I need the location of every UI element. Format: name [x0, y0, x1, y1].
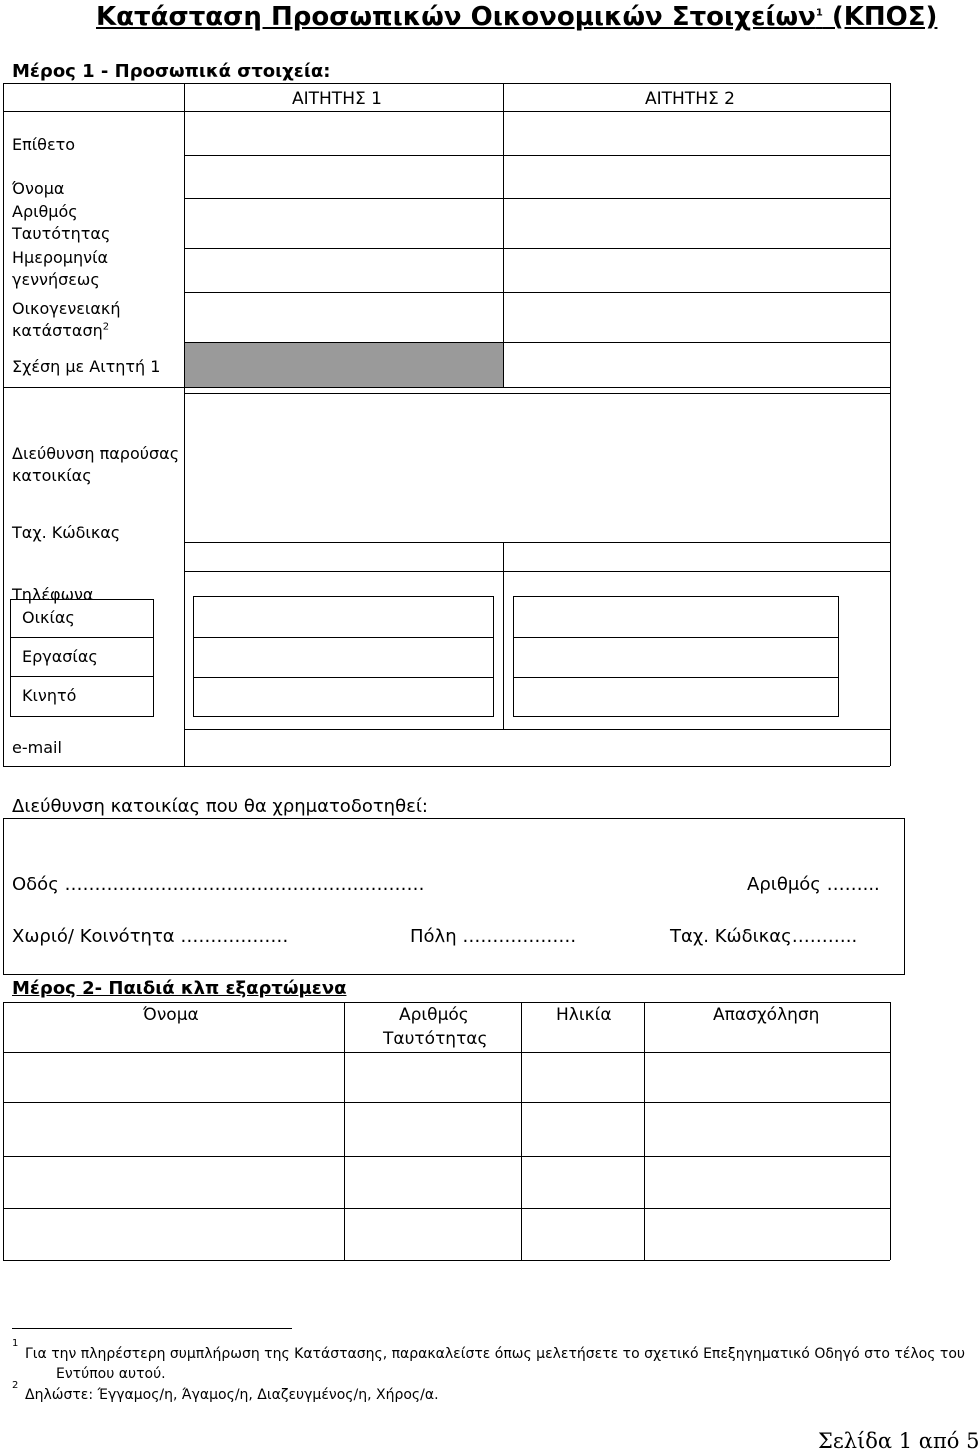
col-dependent-occupation: Απασχόληση [713, 1005, 820, 1025]
street-row [12, 874, 425, 895]
page-number: Σελίδα 1 από 5 [818, 1429, 979, 1453]
label-address-line1: Διεύθυνση παρούσας [12, 444, 180, 463]
number-row [747, 874, 880, 895]
footnote2-number: 2 [12, 1380, 19, 1391]
col-dependent-age: Ηλικία [556, 1005, 612, 1025]
city-field[interactable]: ………………. [462, 926, 577, 947]
col-dependent-id-line1: Αριθμός [399, 1005, 469, 1025]
label-relation: Σχέση με Αιτητή 1 [12, 357, 161, 376]
financed-address-heading: Διεύθυνση κατοικίας που θα χρηματοδοτηθεί: [12, 796, 428, 817]
village-field[interactable]: ……………… [180, 926, 289, 947]
footnote1-number: 1 [12, 1338, 19, 1349]
footnote2-text: Δηλώστε: Έγγαμος/η, Άγαμος/η, Διαζευγμένος/η, Χήρος/α. [25, 1387, 439, 1403]
document-title: Κατάσταση Προσωπικών Οικονομικών Στοιχείων$^1$ (ΚΠΟΣ) [96, 2, 938, 32]
part1-heading: Μέρος 1 - Προσωπικά στοιχεία: [12, 61, 331, 82]
label-id-line2: Ταυτότητας [12, 224, 111, 243]
financed-postcode-label: Ταχ. Κώδικας [670, 926, 792, 947]
label-dob-line1: Ημερομηνία [12, 248, 109, 267]
financed-postcode-row [670, 926, 857, 947]
applicant2-phones-box[interactable] [513, 596, 839, 717]
label-marital-line1: Οικογενειακή [12, 299, 121, 318]
footnote-separator [12, 1328, 292, 1329]
number-label: Αριθμός [747, 874, 821, 895]
city-label: Πόλη [410, 926, 457, 947]
street-field[interactable]: …………………………………………………… [64, 874, 425, 895]
village-label: Χωριό/ Κοινότητα [12, 926, 175, 947]
label-postcode: Ταχ. Κώδικας [12, 523, 121, 542]
label-phone-work: Εργασίας [22, 647, 98, 666]
applicant2-column-header: ΑΙΤΗΤΗΣ 2 [645, 89, 735, 109]
disabled-relation-cell [185, 343, 503, 387]
financed-address-box [3, 818, 905, 975]
label-dob-line2: γεννήσεως [12, 270, 100, 289]
city-row [410, 926, 576, 947]
village-row [12, 926, 288, 947]
label-id-line1: Αριθμός [12, 202, 78, 221]
applicant1-column-header: ΑΙΤΗΤΗΣ 1 [292, 89, 382, 109]
label-phone-home: Οικίας [22, 608, 75, 627]
label-surname: Επίθετο [12, 135, 76, 154]
street-label: Οδός [12, 874, 59, 895]
label-email: e-mail [12, 738, 62, 757]
col-dependent-name: Όνομα [143, 1005, 199, 1025]
footnote1-text-line1: Για την πληρέστερη συμπλήρωση της Κατάστασης, παρακαλείστε όπως μελετήσετε το σχετικό Επεξηγηματικό Οδηγό στο τέλος του [25, 1346, 966, 1362]
financed-postcode-field[interactable]: ……….. [791, 926, 858, 947]
applicant1-phones-box[interactable] [193, 596, 494, 717]
label-marital-line2: κατάσταση$^2$ [12, 321, 110, 340]
number-field[interactable]: ……... [826, 874, 880, 895]
label-name: Όνομα [12, 179, 65, 198]
footnote1-text-line2: Εντύπου αυτού. [56, 1366, 166, 1382]
label-phones: Τηλέφωνα [12, 585, 94, 604]
col-dependent-id-line2: Ταυτότητας [383, 1029, 488, 1049]
part2-heading: Μέρος 2- Παιδιά κλπ εξαρτώμενα [12, 978, 347, 999]
label-phone-mobile: Κινητό [22, 686, 77, 705]
label-address-line2: κατοικίας [12, 466, 92, 485]
